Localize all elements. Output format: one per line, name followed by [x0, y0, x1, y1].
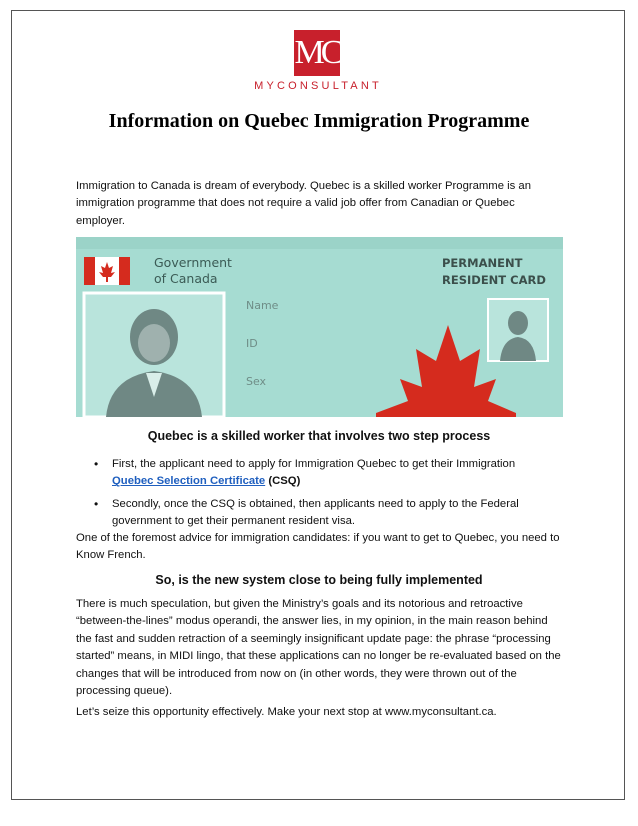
- process-steps-list: [76, 456, 566, 536]
- list-item: [76, 456, 566, 491]
- canada-flag-icon: [84, 257, 130, 285]
- card-field-name: Name: [246, 299, 279, 312]
- page-title: Information on Quebec Immigration Programme: [108, 110, 530, 132]
- card-illustration: [76, 237, 563, 417]
- step1-suffix: (CSQ): [268, 475, 301, 488]
- logo: [232, 30, 404, 100]
- quebec-selection-certificate-link[interactable]: Quebec Selection Certificate: [112, 475, 266, 488]
- body-paragraph: There is much speculation, but given the Ministry’s goals and its notorious and retroactive “between-the-lines” modus operandi, the answer lies, in my opinion, in the main reason behind the fast and sudden retraction of a seemingly insignificant update page: the phrase “processing started” means, in MIDI lingo, that these applications can no longer be re-evaluated based on the changes that will be introduced from now on (in other words, they were thrown out of the processing queue).: [76, 598, 561, 698]
- card-title-line1: PERMANENT: [442, 256, 523, 270]
- section-heading-new-system: So, is the new system close to being fully implemented: [155, 573, 483, 587]
- step1-text: First, the applicant need to apply for Immigration Quebec to get their Immigration: [112, 458, 516, 470]
- card-field-id: ID: [246, 337, 258, 350]
- card-gov-line1: Government: [154, 255, 232, 270]
- card-field-sex: Sex: [246, 375, 267, 388]
- card-title-line2: RESIDENT CARD: [442, 273, 546, 287]
- card-gov-line2: of Canada: [154, 271, 218, 286]
- section-heading-two-step: Quebec is a skilled worker that involves two step process: [147, 429, 491, 443]
- step2-text: Secondly, once the CSQ is obtained, then applicants need to apply to the Federal government to get their permanent resident visa.: [112, 497, 519, 528]
- logo-name: MYCONSULTANT: [254, 80, 382, 92]
- advice-paragraph: One of the foremost advice for immigration candidates: if you want to get to Quebec, you need to Know French.: [76, 532, 560, 562]
- intro-paragraph: Immigration to Canada is dream of everybody. Quebec is a skilled worker Programme is an immigration programme that does not require a valid job offer from Canadian or Quebec employer.: [76, 180, 531, 227]
- list-item: [76, 496, 566, 531]
- permanent-resident-card-image: [76, 237, 563, 417]
- logo-mark: MC: [294, 30, 340, 76]
- closing-paragraph: Let’s seize this opportunity effectively. Make your next stop at www.myconsultant.ca.: [76, 706, 497, 718]
